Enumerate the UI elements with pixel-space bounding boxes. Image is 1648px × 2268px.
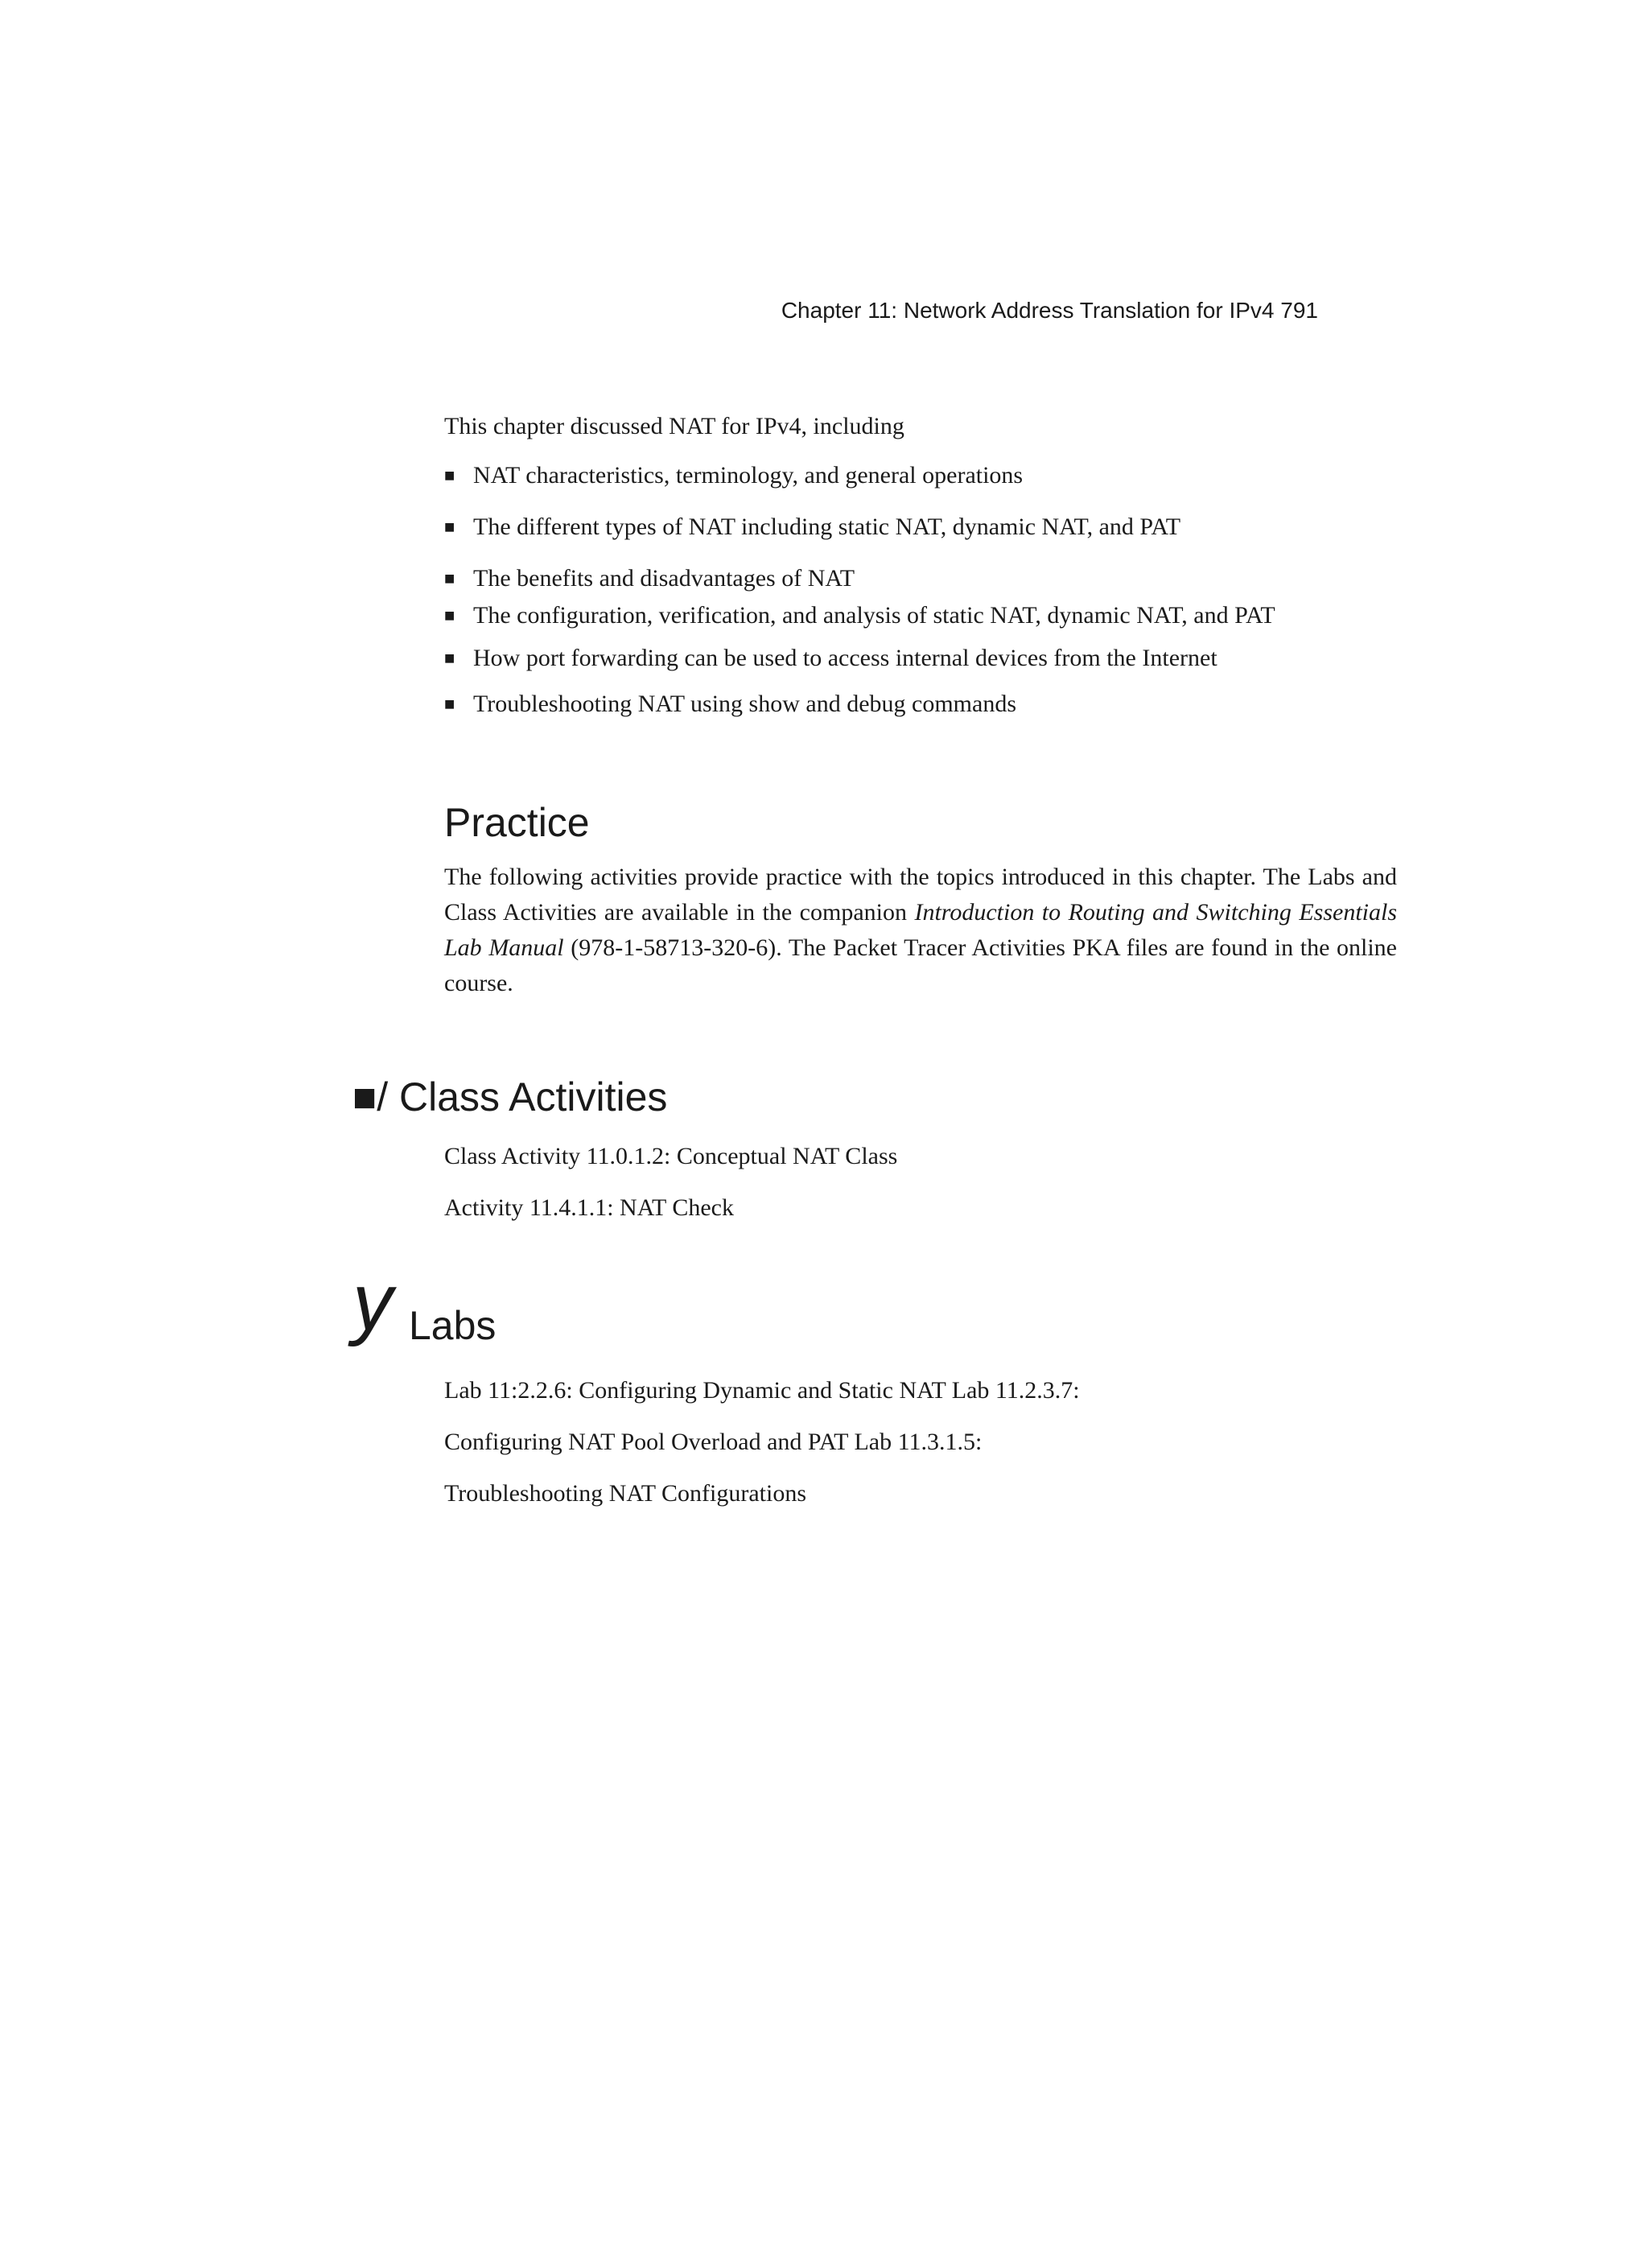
summary-item-text: The benefits and disadvantages of NAT [473,565,855,592]
lab-item: Lab 11:2.2.6: Configuring Dynamic and Static NAT Lab 11.2.3.7: [444,1377,1080,1404]
summary-list-item [444,602,1275,629]
summary-item-text: Troubleshooting NAT using show and debug commands [473,691,1016,717]
class-activity-item: Activity 11.4.1.1: NAT Check [444,1194,734,1221]
class-activity-item: Class Activity 11.0.1.2: Conceptual NAT Class [444,1143,898,1169]
lab-item: Configuring NAT Pool Overload and PAT Lab 11.3.1.5: [444,1429,983,1455]
practice-heading: Practice [444,800,590,845]
bullet-square-icon: ■ [444,694,455,714]
summary-list-item [444,691,1016,718]
summary-list-item [444,462,1023,489]
bullet-square-icon: ■ [444,648,455,668]
summary-intro-text: This chapter discussed NAT for IPv4, including [444,413,904,439]
bullet-square-icon: ■ [444,465,455,485]
running-header: Chapter 11: Network Address Translation for IPv4 791 [781,298,1318,323]
summary-list-item [444,513,1180,541]
summary-list-item [444,565,855,592]
labs-heading: Labs [409,1303,496,1348]
bullet-square-icon: ■ [444,605,455,625]
class-activities-heading: ■/ Class Activities [352,1074,668,1120]
lab-item: Troubleshooting NAT Configurations [444,1480,807,1507]
summary-item-text: How port forwarding can be used to access internal devices from the Internet [473,645,1217,671]
practice-paragraph [444,860,1397,1001]
bullet-square-icon: ■ [444,517,455,537]
lab-manual-title: Introduction to Routing and Switching Essentials Lab Manual [444,899,1397,961]
summary-intro [444,409,1402,460]
summary-item-text: The configuration, verification, and analysis of static NAT, dynamic NAT, and PAT [473,602,1275,629]
bullet-square-icon: ■ [444,568,455,588]
summary-item-text: The different types of NAT including static NAT, dynamic NAT, and PAT [473,513,1181,540]
practice-text-part1: The following activities provide practice with the topics introduced in this chapter. The Labs and Class Activities are available in the companion [444,864,1397,926]
labs-icon: y [352,1257,393,1347]
practice-text-part2: (978-1-58713-320-6). The Packet Tracer Activities PKA files are found in the online course. [444,934,1398,996]
summary-item-text: NAT characteristics, terminology, and general operations [473,462,1024,489]
summary-list-item [444,645,1217,672]
